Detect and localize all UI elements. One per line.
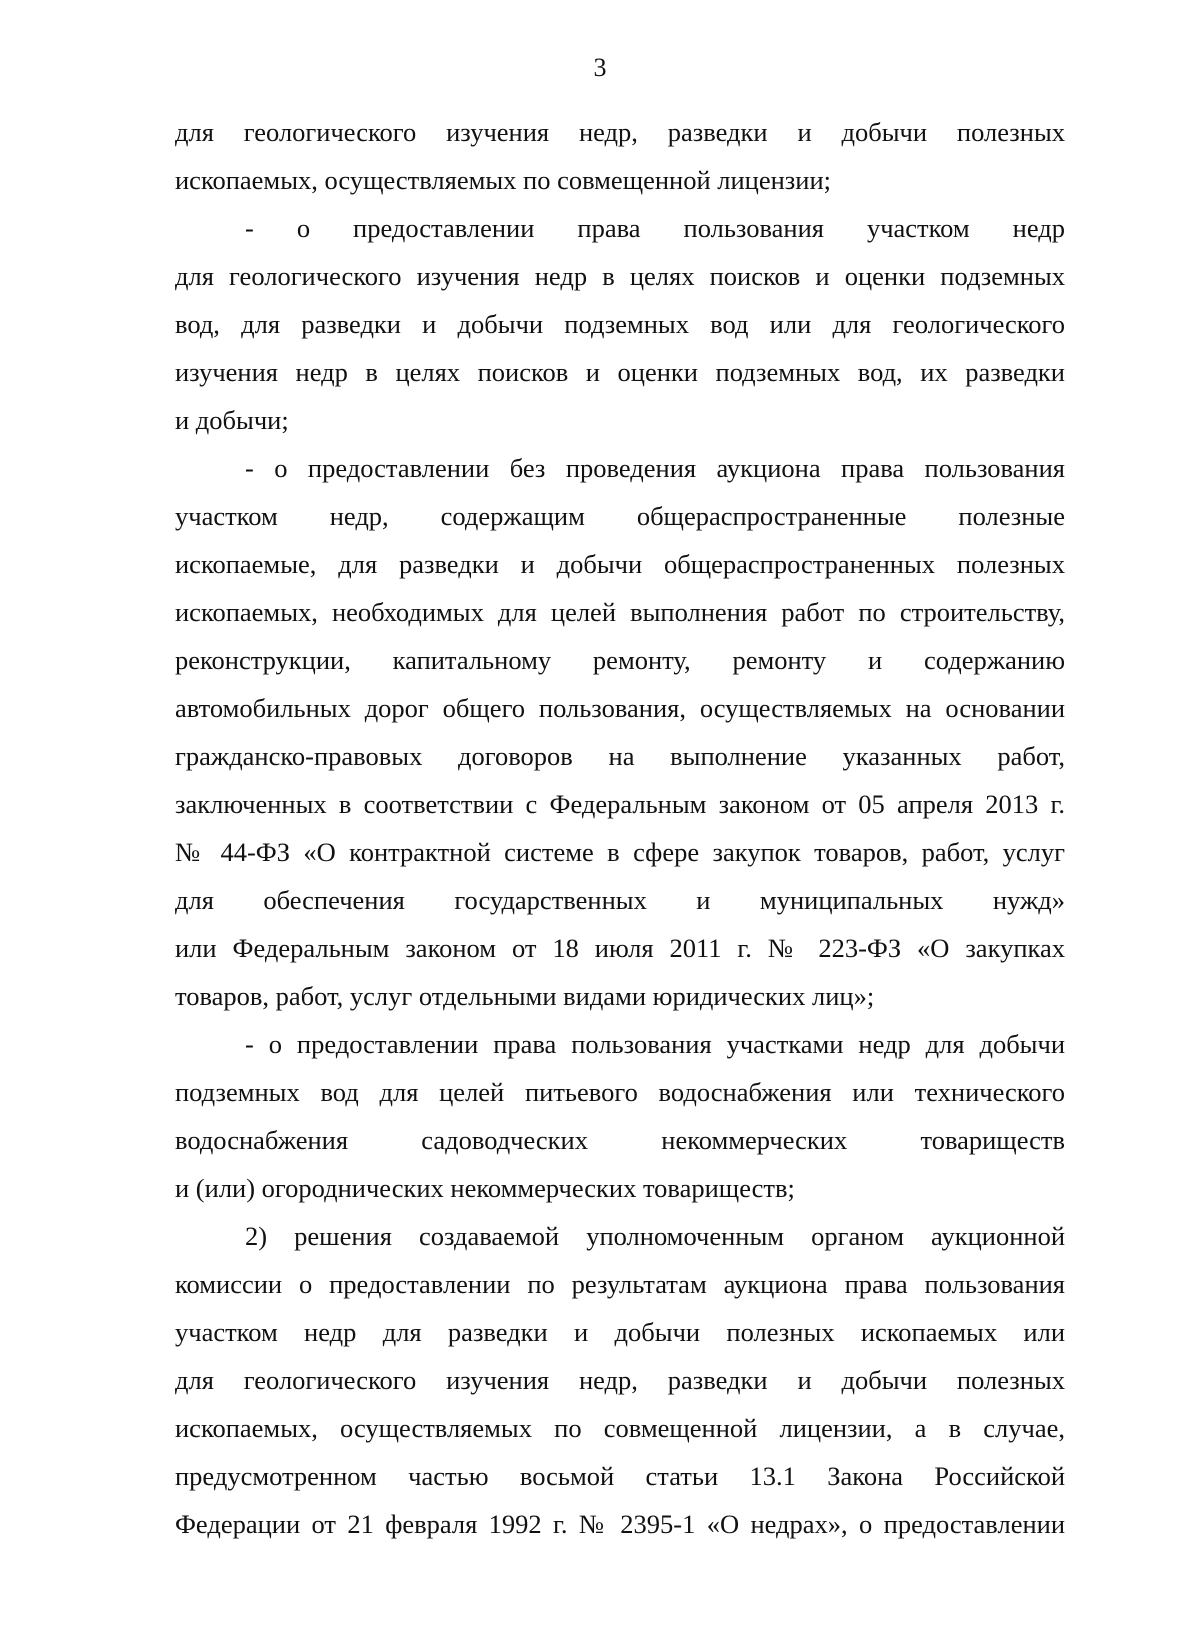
text-line: подземных вод для целей питьевого водоснабжения или технического <box>175 1077 1065 1107</box>
text-line: - о предоставлении без проведения аукциона права пользования <box>245 453 1065 483</box>
text-line: ископаемые, для разведки и добычи общераспространенных полезных <box>175 549 1065 579</box>
document-body <box>175 108 1065 1548</box>
text-line: гражданско-правовых договоров на выполнение указанных работ, <box>175 741 1065 771</box>
text-line: участком недр, содержащим общераспространенные полезные <box>175 501 1065 531</box>
text-line: Федерации от 21 февраля 1992 г. № 2395-1 «О недрах», о предоставлении <box>175 1509 1065 1539</box>
text-line: № 44-ФЗ «О контрактной системе в сфере закупок товаров, работ, услуг <box>175 837 1065 867</box>
text-line: ископаемых, осуществляемых по совмещенной лицензии; <box>175 165 832 195</box>
text-line: комиссии о предоставлении по результатам аукциона права пользования <box>175 1269 1065 1299</box>
text-line: для геологического изучения недр в целях поисков и оценки подземных <box>175 261 1065 291</box>
text-line: для обеспечения государственных и муниципальных нужд» <box>175 885 1065 915</box>
text-line: водоснабжения садоводческих некоммерческих товариществ <box>175 1125 1065 1155</box>
text-line: товаров, работ, услуг отдельными видами юридических лиц»; <box>175 981 875 1011</box>
text-line: ископаемых, осуществляемых по совмещенной лицензии, а в случае, <box>175 1413 1065 1443</box>
text-line: для геологического изучения недр, разведки и добычи полезных <box>175 1365 1065 1395</box>
text-line: 2) решения создаваемой уполномоченным органом аукционной <box>245 1221 1065 1251</box>
text-line: - о предоставлении права пользования участками недр для добычи <box>245 1029 1065 1059</box>
text-line: вод, для разведки и добычи подземных вод или для геологического <box>175 309 1065 339</box>
text-line: - о предоставлении права пользования участком недр <box>245 213 1065 243</box>
text-line: и (или) огороднических некоммерческих товариществ; <box>175 1173 795 1203</box>
text-line: и добычи; <box>175 405 289 435</box>
text-line: ископаемых, необходимых для целей выполнения работ по строительству, <box>175 597 1065 627</box>
text-line: заключенных в соответствии с Федеральным законом от 05 апреля 2013 г. <box>175 789 1065 819</box>
text-line: предусмотренном частью восьмой статьи 13.1 Закона Российской <box>175 1461 1065 1491</box>
text-line: автомобильных дорог общего пользования, осуществляемых на основании <box>175 693 1065 723</box>
text-line: участком недр для разведки и добычи полезных ископаемых или <box>175 1317 1065 1347</box>
text-line: для геологического изучения недр, разведки и добычи полезных <box>175 117 1065 147</box>
text-line: или Федеральным законом от 18 июля 2011 г. № 223-ФЗ «О закупках <box>175 933 1065 963</box>
text-line: изучения недр в целях поисков и оценки подземных вод, их разведки <box>175 357 1065 387</box>
page-number: 3 <box>593 53 607 82</box>
text-line: реконструкции, капитальному ремонту, ремонту и содержанию <box>175 645 1065 675</box>
